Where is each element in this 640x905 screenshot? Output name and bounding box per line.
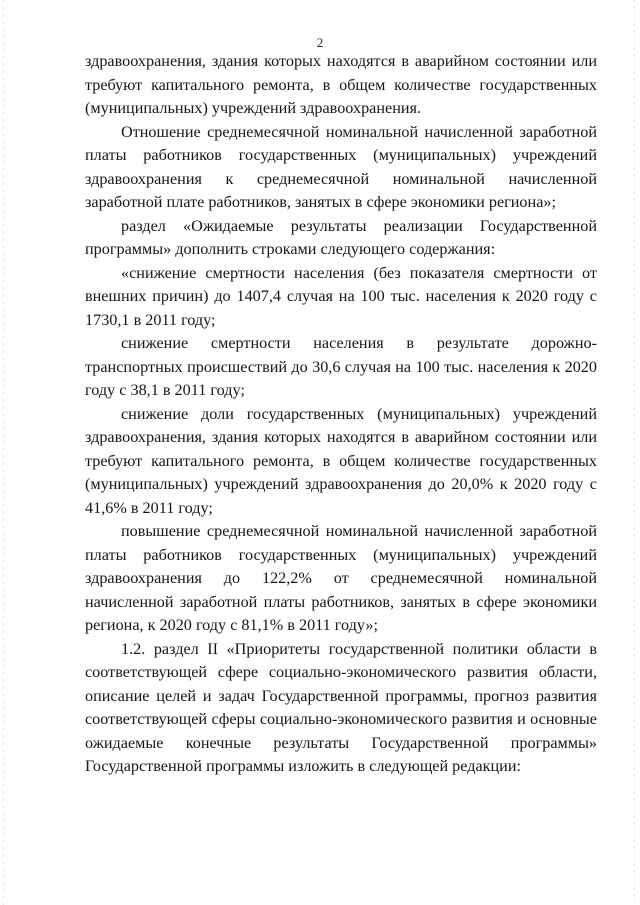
paragraph-salary-ratio-indicator: Отношение среднемесячной номинальной начисленной заработной платы работников государственных (муниципальных) учреждений здравоохранения к среднемесячной номинальной начисленной заработной плате работников, занятых в сфере экономики региона»; (85, 122, 597, 211)
scan-edge-right (634, 0, 635, 905)
paragraph-salary-increase: повышение среднемесячной номинальной начисленной заработной платы работников государственных (муниципальных) учреждений здравоохранения до 122,2% от среднемесячной номинальной начисленной заработной платы работников, занятых в сфере экономики региона, к 2020 году с 81,1% в 2011 году»; (85, 522, 597, 634)
scan-edge-left (3, 0, 4, 905)
paragraph-continuation: здравоохранения, здания которых находятся в аварийном состоянии или требуют капитального ремонта, в общем количестве государственных (муниципальных) учреждений здравоохранения. (85, 52, 597, 117)
paragraph-road-accident-mortality: снижение смертности населения в результате дорожно-транспортных происшествий до 30,6 случая на 100 тыс. населения к 2020 году с 38,1 в 2011 году; (85, 334, 597, 399)
paragraph-emergency-buildings-share: снижение доли государственных (муниципальных) учреждений здравоохранения, здания которых находятся в аварийном состоянии или требуют капитального ремонта, в общем количестве государственных (муниципальных) учреждений здравоохранения до 20,0% к 2020 году с 41,6% в 2011 году; (85, 404, 597, 517)
paragraph-section-two-amendment: 1.2. раздел II «Приоритеты государственной политики области в соответствующей сфере социально-экономического развития области, описание целей и задач Государственной программы, прогноз развития соответствующей сферы социально-экономического развития и основные ожидаемые конечные результаты Государственной программы» Государственной программы изложить в следующей редакции: (85, 639, 597, 775)
paragraph-expected-results-section: раздел «Ожидаемые результаты реализации Государственной программы» дополнить строками следующего содержания: (85, 216, 597, 258)
document-body (85, 50, 597, 779)
paragraph-mortality-reduction: «снижение смертности населения (без показателя смертности от внешних причин) до 1407,4 случая на 100 тыс. населения к 2020 году с 1730,1 в 2011 году; (85, 263, 597, 329)
page-number: 2 (316, 35, 324, 50)
